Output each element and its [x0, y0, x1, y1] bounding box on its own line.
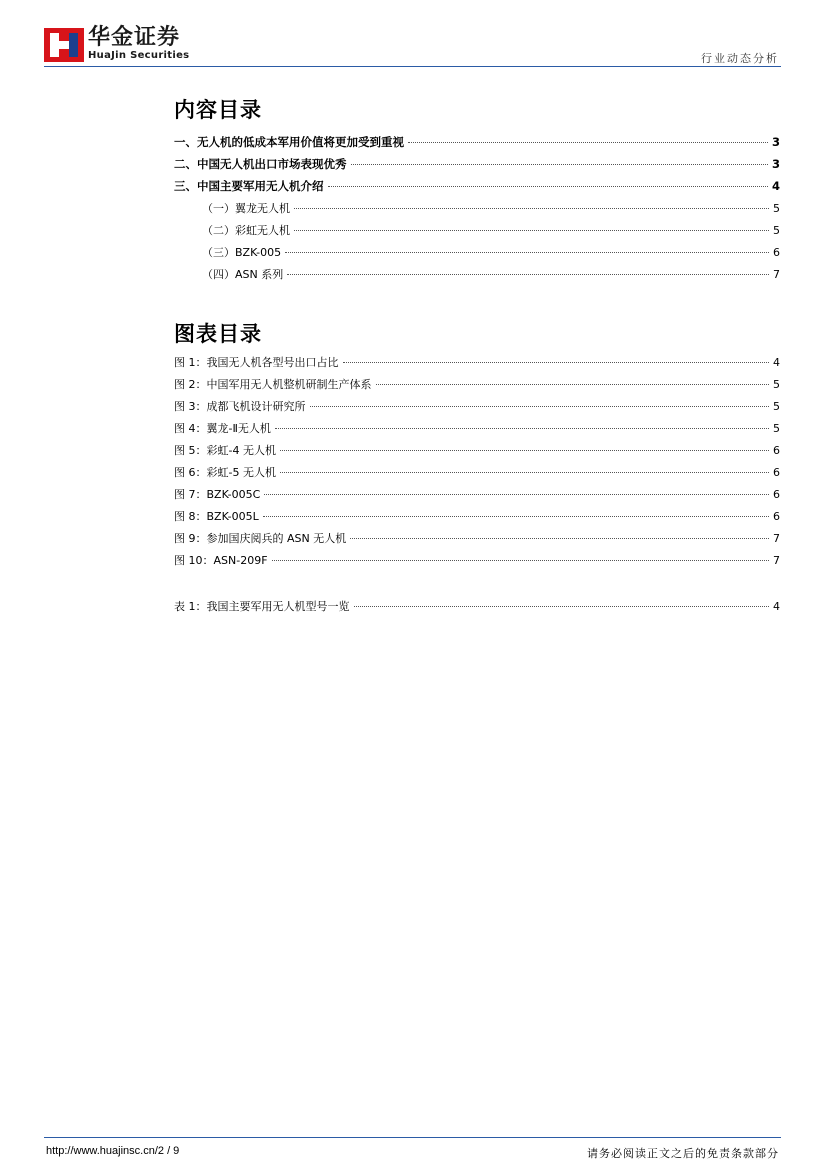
toc-entry-title: 图 6：彩虹-5 无人机 [174, 466, 276, 479]
report-type: 行业动态分析 [701, 52, 779, 65]
figure-entry[interactable] [174, 530, 780, 552]
table-entry[interactable] [174, 598, 780, 620]
dot-leader [328, 186, 768, 187]
toc-page-number: 6 [773, 466, 780, 479]
toc-page-number: 5 [773, 378, 780, 391]
toc-entry-title: 图 9：参加国庆阅兵的 ASN 无人机 [174, 532, 347, 545]
contents-list [174, 134, 780, 288]
figure-entry[interactable] [174, 376, 780, 398]
contents-entry[interactable] [174, 134, 780, 156]
contents-entry[interactable] [174, 222, 780, 244]
contents-entry[interactable] [174, 178, 780, 200]
toc-page-number: 4 [773, 356, 780, 369]
brand-name-en: HuaJin Securities [88, 50, 190, 61]
figure-entry[interactable] [174, 464, 780, 486]
figure-entry[interactable] [174, 552, 780, 574]
toc-page-number: 3 [771, 135, 780, 149]
toc-page-number: 7 [773, 554, 780, 567]
dot-leader [285, 252, 769, 253]
dot-leader [351, 164, 768, 165]
toc-page-number: 5 [773, 224, 780, 237]
brand-name-cn: 华金证券 [88, 25, 181, 50]
toc-entry-title: 图 4：翼龙-Ⅱ无人机 [174, 422, 271, 435]
toc-entry-title: （四）ASN 系列 [202, 268, 284, 281]
dot-leader [294, 208, 769, 209]
toc-entry-title: 图 7：BZK-005C [174, 488, 261, 501]
dot-leader [343, 362, 770, 363]
dot-leader [350, 538, 769, 539]
footer-url-page [46, 1145, 179, 1157]
dot-leader [264, 494, 769, 495]
dot-leader [354, 606, 770, 607]
toc-page-number: 6 [773, 488, 780, 501]
toc-entry-title: 图 3：成都飞机设计研究所 [174, 400, 306, 413]
dot-leader [272, 560, 769, 561]
toc-entry-title: （一）翼龙无人机 [202, 202, 290, 215]
page-indicator: 2 / 9 [157, 1145, 180, 1157]
contents-entry[interactable] [174, 266, 780, 288]
header-rule [44, 66, 781, 67]
toc-entry-title: （二）彩虹无人机 [202, 224, 290, 237]
toc-page-number: 7 [773, 268, 780, 281]
dot-leader [263, 516, 769, 517]
figures-title: 图表目录 [174, 322, 262, 346]
footer-url[interactable]: http://www.huajinsc.cn/ [46, 1145, 158, 1157]
toc-page-number: 4 [773, 600, 780, 613]
dot-leader [287, 274, 769, 275]
toc-entry-title: 图 1：我国无人机各型号出口占比 [174, 356, 339, 369]
figure-entry[interactable] [174, 354, 780, 376]
contents-entry[interactable] [174, 244, 780, 266]
contents-entry[interactable] [174, 200, 780, 222]
contents-title: 内容目录 [174, 98, 262, 122]
figure-entry[interactable] [174, 442, 780, 464]
page-header [0, 0, 827, 70]
contents-entry[interactable] [174, 156, 780, 178]
toc-page-number: 5 [773, 400, 780, 413]
dot-leader [280, 450, 769, 451]
toc-entry-title: 表 1：我国主要军用无人机型号一览 [174, 600, 350, 613]
toc-entry-title: 图 2：中国军用无人机整机研制生产体系 [174, 378, 372, 391]
figure-entry[interactable] [174, 398, 780, 420]
brand [88, 26, 189, 62]
toc-page-number: 5 [773, 422, 780, 435]
toc-page-number: 6 [773, 246, 780, 259]
tables-list [174, 598, 780, 620]
toc-entry-title: 图 8：BZK-005L [174, 510, 259, 523]
dot-leader [280, 472, 769, 473]
figure-entry[interactable] [174, 420, 780, 442]
toc-page-number: 4 [771, 179, 780, 193]
dot-leader [275, 428, 769, 429]
dot-leader [294, 230, 769, 231]
toc-entry-title: 图 5：彩虹-4 无人机 [174, 444, 276, 457]
figures-list [174, 354, 780, 574]
toc-entry-title: 三、中国主要军用无人机介绍 [174, 179, 324, 193]
huajin-logo-icon [44, 28, 84, 62]
figure-entry[interactable] [174, 486, 780, 508]
toc-page-number: 6 [773, 444, 780, 457]
toc-entry-title: 一、无人机的低成本军用价值将更加受到重视 [174, 135, 404, 149]
toc-entry-title: 图 10：ASN-209F [174, 554, 268, 567]
figure-entry[interactable] [174, 508, 780, 530]
toc-page-number: 5 [773, 202, 780, 215]
toc-page-number: 6 [773, 510, 780, 523]
footer-rule [44, 1137, 781, 1138]
toc-entry-title: （三）BZK-005 [202, 246, 282, 259]
dot-leader [376, 384, 770, 385]
toc-page-number: 3 [771, 157, 780, 171]
footer-disclaimer: 请务必阅读正文之后的免责条款部分 [587, 1147, 779, 1160]
dot-leader [310, 406, 770, 407]
toc-page-number: 7 [773, 532, 780, 545]
toc-entry-title: 二、中国无人机出口市场表现优秀 [174, 157, 347, 171]
dot-leader [408, 142, 768, 143]
